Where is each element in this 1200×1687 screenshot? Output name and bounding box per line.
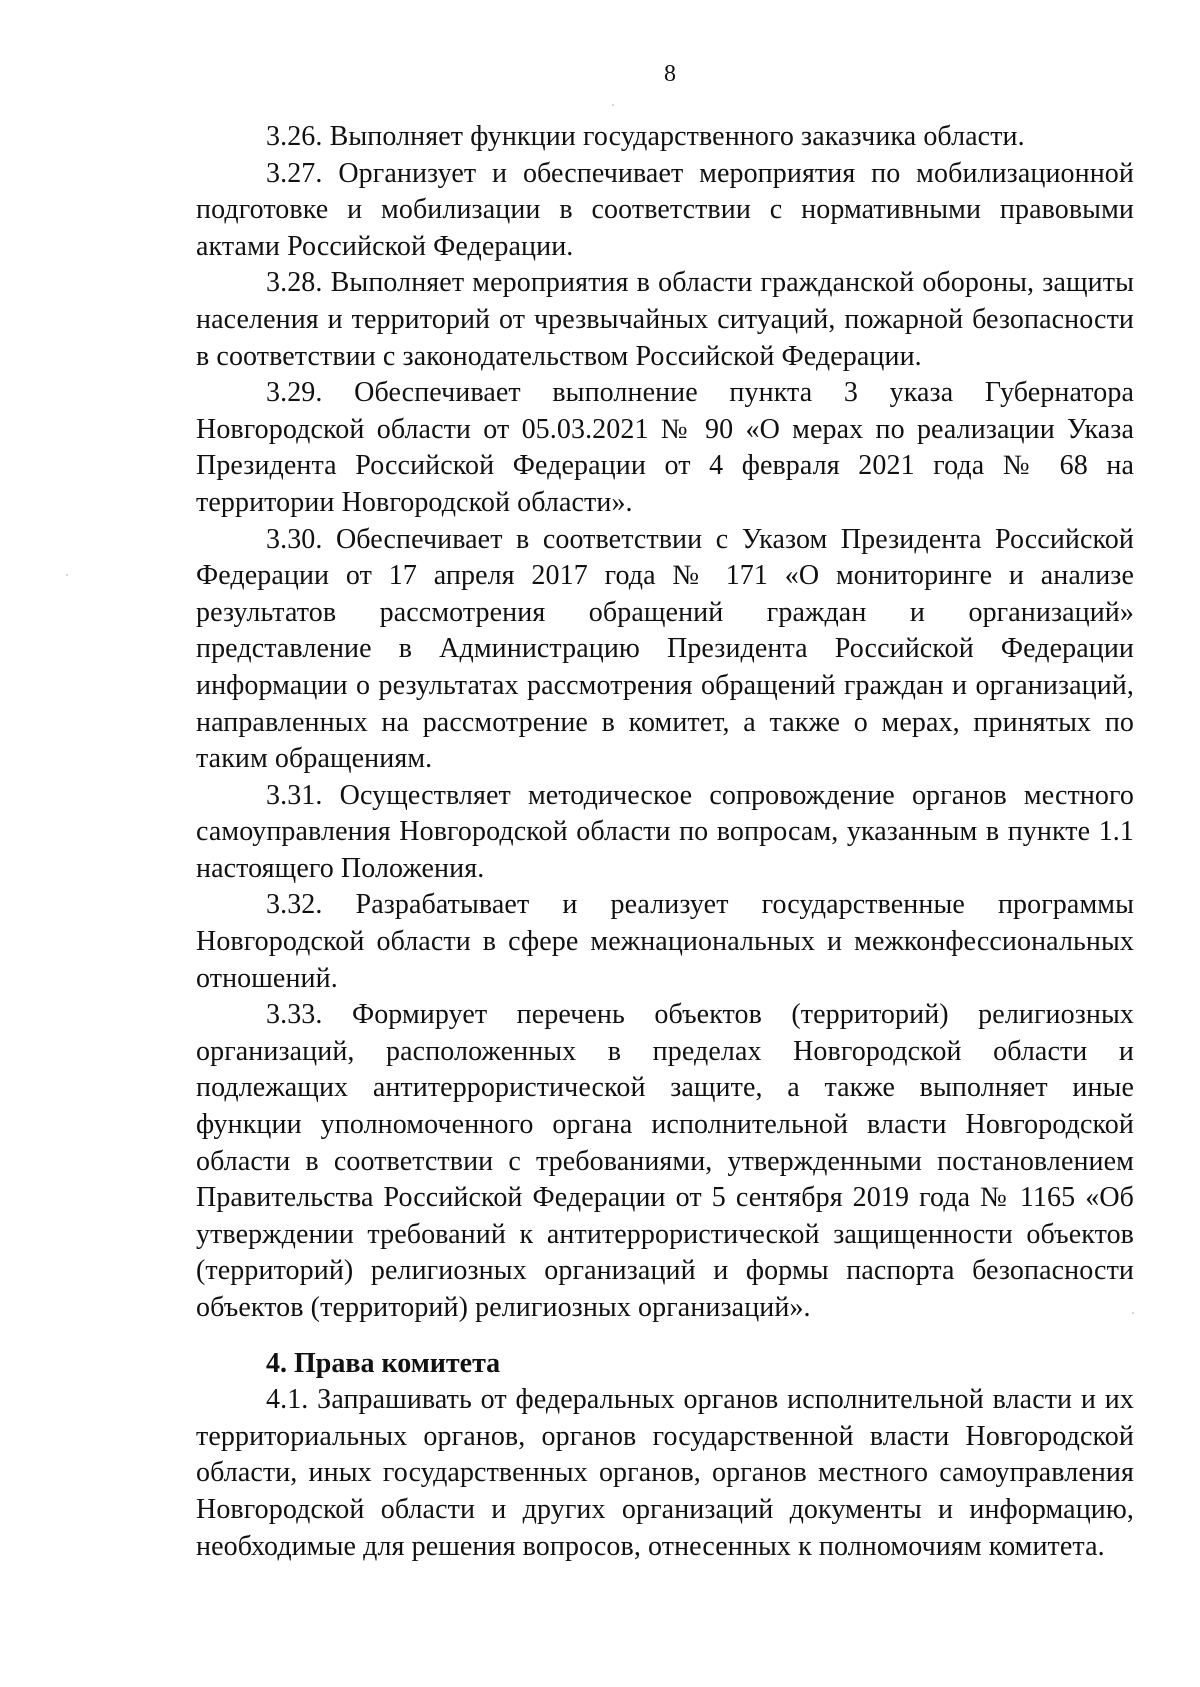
clause-3-26: 3.26. Выполняет функции государственного заказчика области. (266, 121, 1025, 152)
clause-3-33: 3.33. Формирует перечень объектов (территорий) религиозных организаций, расположенных в пределах Новгородской области и подлежащих антитеррористической защите, а также выполняет иные функции уполномоченного органа исполнительной власти Новгородской области в соответствии с требованиями, утвержденными постановлением Правительства Российской Федерации от 5 сентября 2019 года № 1165 «Об утверждении требований к антитеррористической защищенности объектов (территорий) религиозных организаций и формы паспорта безопасности объектов (территорий) религиозных организаций». (196, 999, 1134, 1323)
clause-3-32: 3.32. Разрабатывает и реализует государственные программы Новгородской области в сфере межнациональных и межконфессиональных отношений. (196, 889, 1134, 994)
clause-3-27: 3.27. Организует и обеспечивает мероприятия по мобилизационной подготовке и мобилизации в соответствии с нормативными правовыми актами Российской Федерации. (196, 157, 1134, 262)
clause-4-1: 4.1. Запрашивать от федеральных органов исполнительной власти и их территориальных органов, органов государственной власти Новгородской области, иных государственных органов, органов местного самоуправления Новгородской области и других организаций документы и информацию, необходимые для решения вопросов, отнесенных к полномочиям комитета. (196, 1384, 1134, 1562)
page-number: 8 (664, 61, 676, 87)
clause-3-29: 3.29. Обеспечивает выполнение пункта 3 указа Губернатора Новгородской области от 05.03.2021 № 90 «О мерах по реализации Указа Президента Российской Федерации от 4 февраля 2021 года № 68 на территории Новгородской области». (196, 377, 1134, 518)
scan-speck (66, 574, 68, 576)
scan-speck (612, 104, 614, 106)
clause-3-30: 3.30. Обеспечивает в соответствии с Указом Президента Российской Федерации от 17 апреля 2017 года № 171 «О мониторинге и анализе результатов рассмотрения обращений граждан и организаций» представление в Администрацию Президента Российской Федерации информации о результатах рассмотрения обращений граждан и организаций, направленных на рассмотрение в комитет, а также о мерах, принятых по таким обращениям. (196, 523, 1134, 775)
clause-3-28: 3.28. Выполняет мероприятия в области гражданской обороны, защиты населения и территорий от чрезвычайных ситуаций, пожарной безопасности в соответствии с законодательством Российской Федерации. (196, 267, 1134, 372)
document-body (196, 119, 1134, 1565)
section-heading: 4. Права комитета (266, 1347, 501, 1379)
clause-3-31: 3.31. Осуществляет методическое сопровождение органов местного самоуправления Новгородской области по вопросам, указанным в пункте 1.1 настоящего Положения. (196, 779, 1134, 884)
scan-speck (1132, 1312, 1134, 1314)
